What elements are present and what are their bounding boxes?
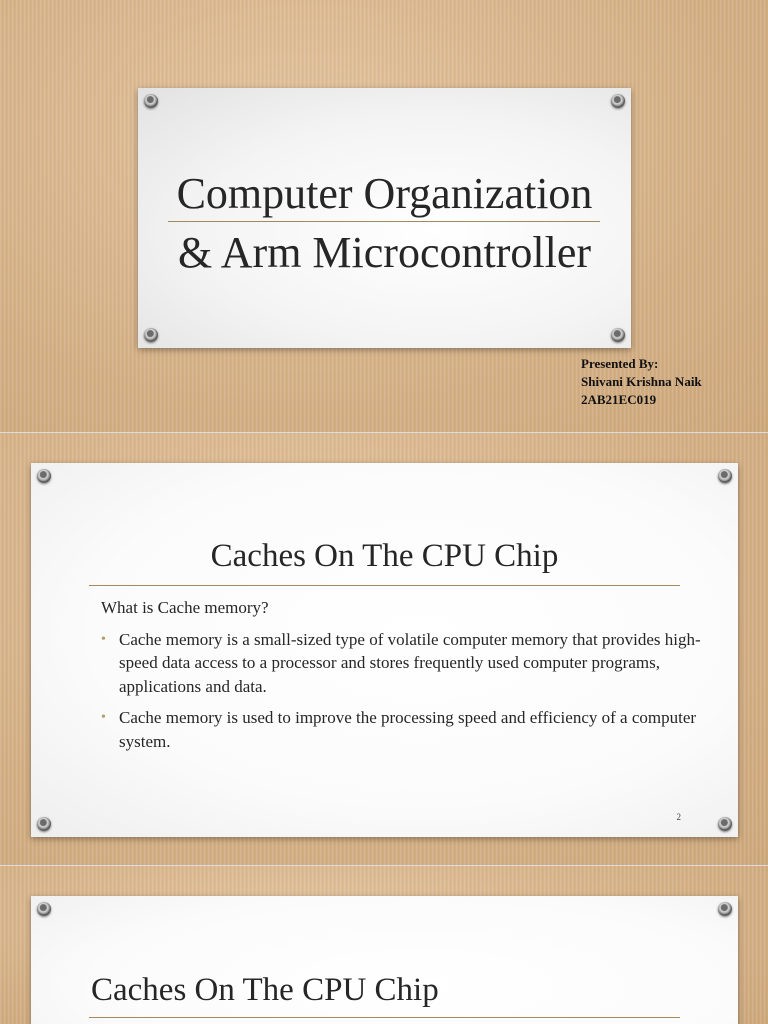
bullet-icon: • — [101, 710, 106, 725]
content-slide-partial — [0, 866, 768, 1024]
pin-icon — [37, 817, 51, 831]
title-divider — [89, 1017, 680, 1018]
bullet-text: Cache memory is a small-sized type of volatile computer memory that provides high-speed data access to a processor and stores frequently used computer programs, applications and data. — [119, 629, 701, 696]
pin-icon — [37, 469, 51, 483]
presenter-id: 2AB21EC019 — [581, 392, 657, 407]
pin-icon — [611, 328, 625, 342]
lead-question: What is Cache memory? — [101, 598, 269, 617]
pin-icon — [611, 94, 625, 108]
pin-icon — [144, 328, 158, 342]
list-item — [101, 706, 701, 753]
pin-icon — [718, 817, 732, 831]
presenter-name: Shivani Krishna Naik — [581, 374, 702, 389]
presentation-title-line1: Computer Organization — [176, 169, 593, 218]
pin-icon — [37, 902, 51, 916]
title-divider — [168, 221, 600, 222]
pin-icon — [718, 902, 732, 916]
slide-title: Caches On The CPU Chip — [91, 972, 439, 1008]
bullet-text: Cache memory is used to improve the processing speed and efficiency of a computer system. — [119, 708, 697, 751]
pin-icon — [718, 469, 732, 483]
slide-title: Caches On The CPU Chip — [210, 538, 559, 574]
content-card — [31, 896, 738, 1024]
title-slide — [0, 0, 768, 432]
content-card — [31, 463, 738, 837]
presentation-title-line2: & Arm Microcontroller — [177, 228, 591, 277]
pin-icon — [144, 94, 158, 108]
slide-body — [101, 596, 701, 761]
bullet-icon: • — [101, 631, 106, 647]
content-slide — [0, 433, 768, 865]
title-card — [138, 88, 631, 348]
list-item — [101, 628, 701, 699]
presenter-info — [581, 355, 702, 409]
title-divider — [89, 585, 680, 586]
page-number: 2 — [676, 812, 681, 822]
presented-by-label: Presented By: — [581, 356, 659, 371]
